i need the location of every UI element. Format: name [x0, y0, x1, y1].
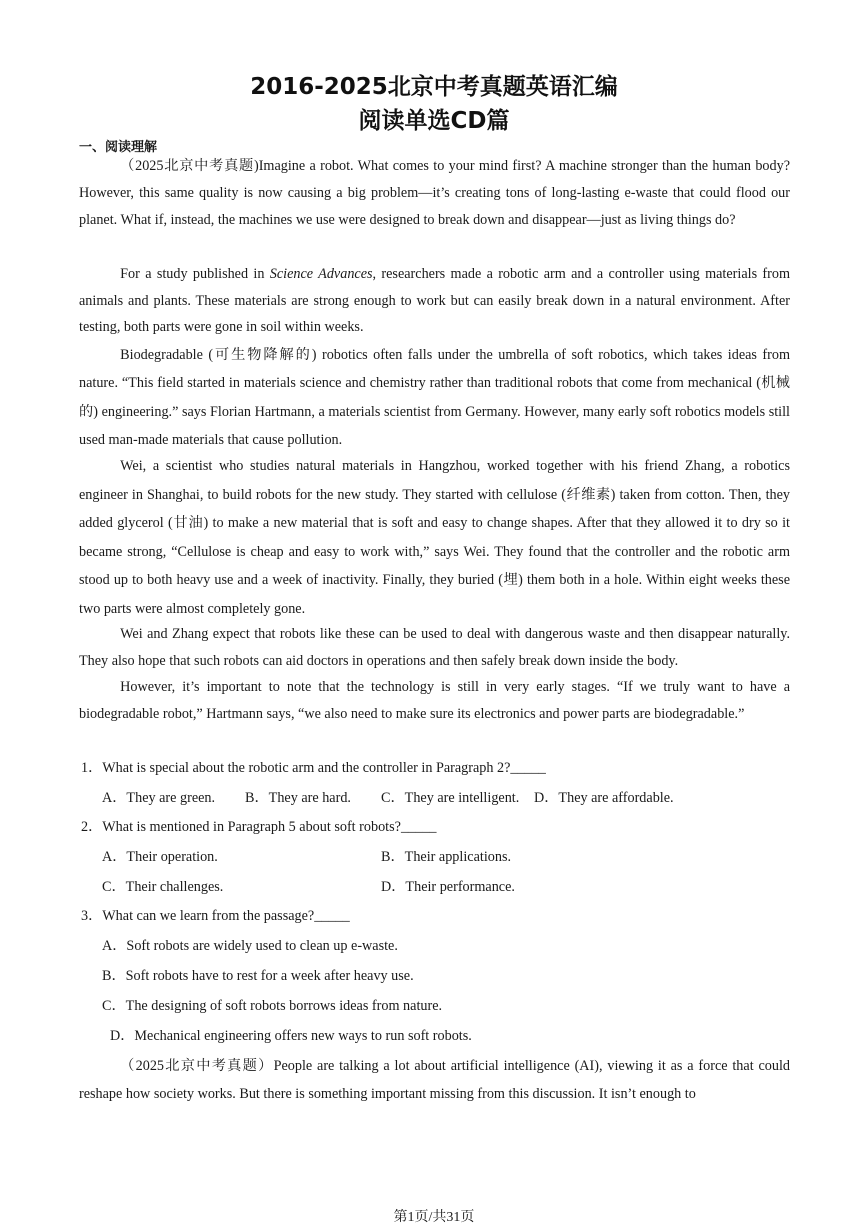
document-title: 2016-2025北京中考真题英语汇编: [250, 74, 618, 100]
passage1-paragraph-1: （2025北京中考真题)Imagine a robot. What comes to your mind first? A machine stronger than the human body? However, this same quality is now causing a big problem—it’s creating tons of long-lasting e-waste that could flood our planet. What if, instead, the machines we use were designed to break down and disappear—just as living things do?: [79, 158, 790, 228]
paragraph-text: For a study published in: [120, 266, 270, 282]
question-3-stem: 3．What can we learn from the passage?_____: [81, 908, 350, 924]
page-number: 第1页/共31页: [393, 1210, 475, 1225]
question-3-option-a: A．Soft robots are widely used to clean up e-waste.: [102, 938, 398, 954]
question-2-option-a: A．Their operation.: [102, 849, 218, 865]
passage1-paragraph-3: Biodegradable (可生物降解的) robotics often falls under the umbrella of soft robotics, which takes ideas from nature. “This field started in materials science and chemistry rather than traditional robots that come from mechanical (机械的) engineering.” says Florian Hartmann, a materials scientist from Germany. However, many early soft robotics models still used man-made materials that cause pollution.: [79, 347, 790, 449]
question-3-option-d: D．Mechanical engineering offers new ways to run soft robots.: [110, 1028, 472, 1044]
document-subtitle: 阅读单选CD篇: [358, 108, 510, 134]
passage1-paragraph-2: [79, 261, 790, 341]
question-2-option-b: B．Their applications.: [381, 849, 512, 865]
question-1-option-b: B．They are hard.: [245, 790, 351, 806]
section-heading: 一、阅读理解: [79, 140, 158, 155]
question-3-option-c: C．The designing of soft robots borrows ideas from nature.: [102, 998, 443, 1014]
question-1-option-c: C．They are intelligent.: [381, 790, 520, 806]
question-2-stem: 2．What is mentioned in Paragraph 5 about soft robots?_____: [81, 819, 437, 835]
question-3-option-b: B．Soft robots have to rest for a week after heavy use.: [102, 968, 414, 984]
question-1-stem: 1．What is special about the robotic arm and the controller in Paragraph 2?_____: [81, 760, 546, 776]
passage1-paragraph-6: However, it’s important to note that the technology is still in very early stages. “If we truly want to have a biodegradable robot,” Hartmann says, “we also need to make sure its electronics and power parts are biodegradable.”: [79, 679, 790, 722]
passage2-paragraph-1: （2025北京中考真题）People are talking a lot about artificial intelligence (AI), viewing it as a force that could reshape how society works. But there is something important missing from this discussion. It isn’t enough to: [79, 1058, 790, 1102]
passage1-paragraph-5: Wei and Zhang expect that robots like these can be used to deal with dangerous waste and then disappear naturally. They also hope that such robots can aid doctors in operations and then safely break down inside the body.: [79, 626, 790, 669]
paragraph-text: , researchers made a robotic arm and a controller using materials from animals and plants. These materials are strong enough to work but can easily break down in a natural environment. After testing, both parts were gone in soil within weeks.: [79, 266, 790, 335]
passage1-paragraph-4: Wei, a scientist who studies natural materials in Hangzhou, worked together with his friend Zhang, a robotics engineer in Shanghai, to build robots for the new study. They started with cellulose (纤维素) taken from cotton. Then, they added glycerol (甘油) to make a new material that is soft and easy to change shapes. After that they allowed it to dry so it became strong, “Cellulose is cheap and easy to work with,” says Wei. They found that the controller and the robotic arm stood up to both heavy use and a week of inactivity. Finally, they buried (埋) them both in a hole. Within eight weeks these two parts were almost completely gone.: [79, 458, 790, 617]
question-2-option-d: D．Their performance.: [381, 879, 515, 895]
question-2-option-c: C．Their challenges.: [102, 879, 224, 895]
question-1-option-d: D．They are affordable.: [534, 790, 674, 806]
question-1-option-a: A．They are green.: [102, 790, 216, 806]
journal-name: Science Advances: [269, 266, 373, 282]
